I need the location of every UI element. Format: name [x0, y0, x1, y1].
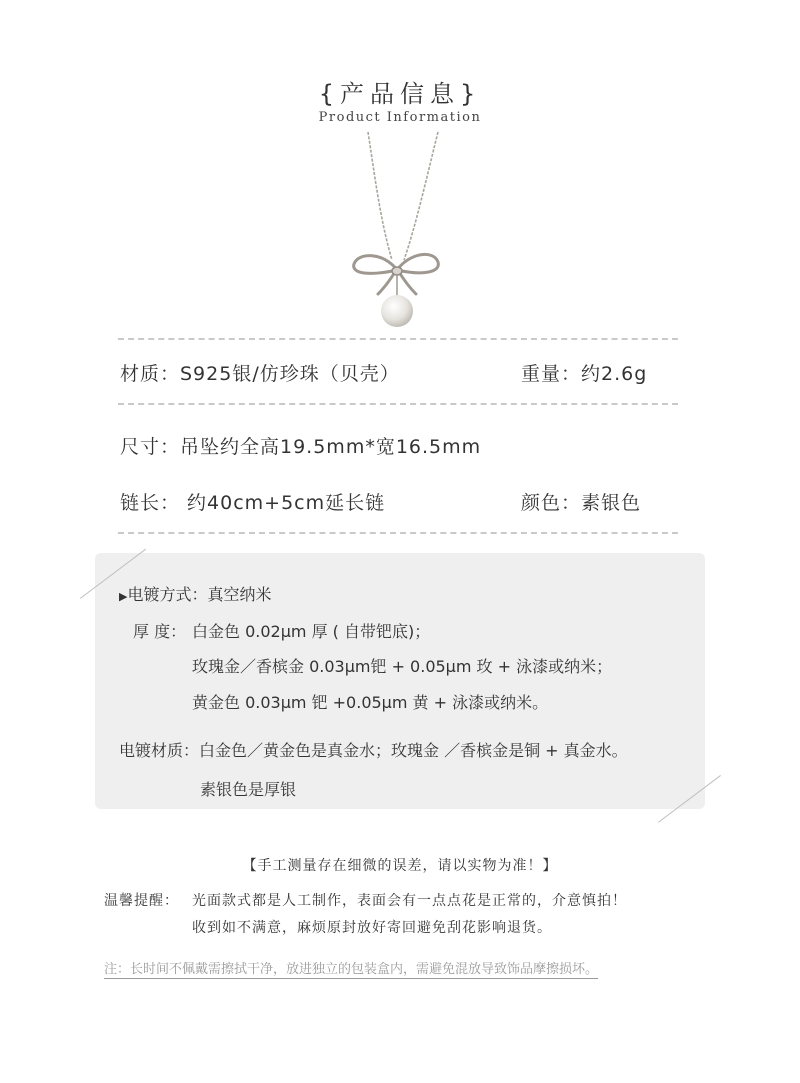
- care-note: 注：长时间不佩戴需擦拭干净，放进独立的包装盒内，需避免混放导致饰品摩擦损坏。: [104, 958, 598, 979]
- thickness-line: 黄金色 0.03μm 钯 +0.05μm 黄 + 泳漆或纳米。: [192, 693, 549, 712]
- section-title: {产品信息}: [318, 80, 482, 108]
- divider: [118, 532, 678, 534]
- measurement-notice: 【手工测量存在细微的误差，请以实物为准！】: [242, 858, 558, 874]
- divider: [118, 403, 678, 405]
- thickness-label: 厚 度：: [133, 622, 187, 641]
- warm-reminder-text: 光面款式都是人工制作，表面会有一点点花是正常的，介意慎拍！: [192, 893, 627, 909]
- section-subtitle: Product Information: [318, 110, 482, 125]
- spec-material: 材质：S925银/仿珍珠（贝壳）: [120, 363, 400, 385]
- thickness-line: 白金色 0.02μm 厚 ( 自带钯底)；: [192, 622, 431, 641]
- spec-chain: 链长： 约40cm+5cm延长链: [120, 492, 386, 514]
- warm-reminder-text: 收到如不满意，麻烦原封放好寄回避免刮花影响退货。: [192, 920, 552, 936]
- thickness-line: 玫瑰金／香槟金 0.03μm钯 + 0.05μm 玫 + 泳漆或纳米；: [192, 657, 613, 676]
- divider: [118, 338, 678, 340]
- triangle-icon: ▶: [119, 590, 128, 603]
- warm-reminder-label: 温馨提醒：: [104, 893, 179, 909]
- plating-material: 电镀材质：白金色／黄金色是真金水；玫瑰金 ／香槟金是铜 + 真金水。: [119, 741, 628, 760]
- spec-size: 尺寸：吊坠约全高19.5mm*宽16.5mm: [120, 436, 482, 458]
- bow-pearl-necklace-icon: [340, 130, 460, 342]
- spec-weight: 重量：约2.6g: [521, 363, 648, 385]
- plating-material-note: 素银色是厚银: [200, 780, 297, 799]
- spec-color: 颜色：素银色: [521, 492, 642, 514]
- plating-method: ▶电镀方式：真空纳米: [119, 585, 272, 604]
